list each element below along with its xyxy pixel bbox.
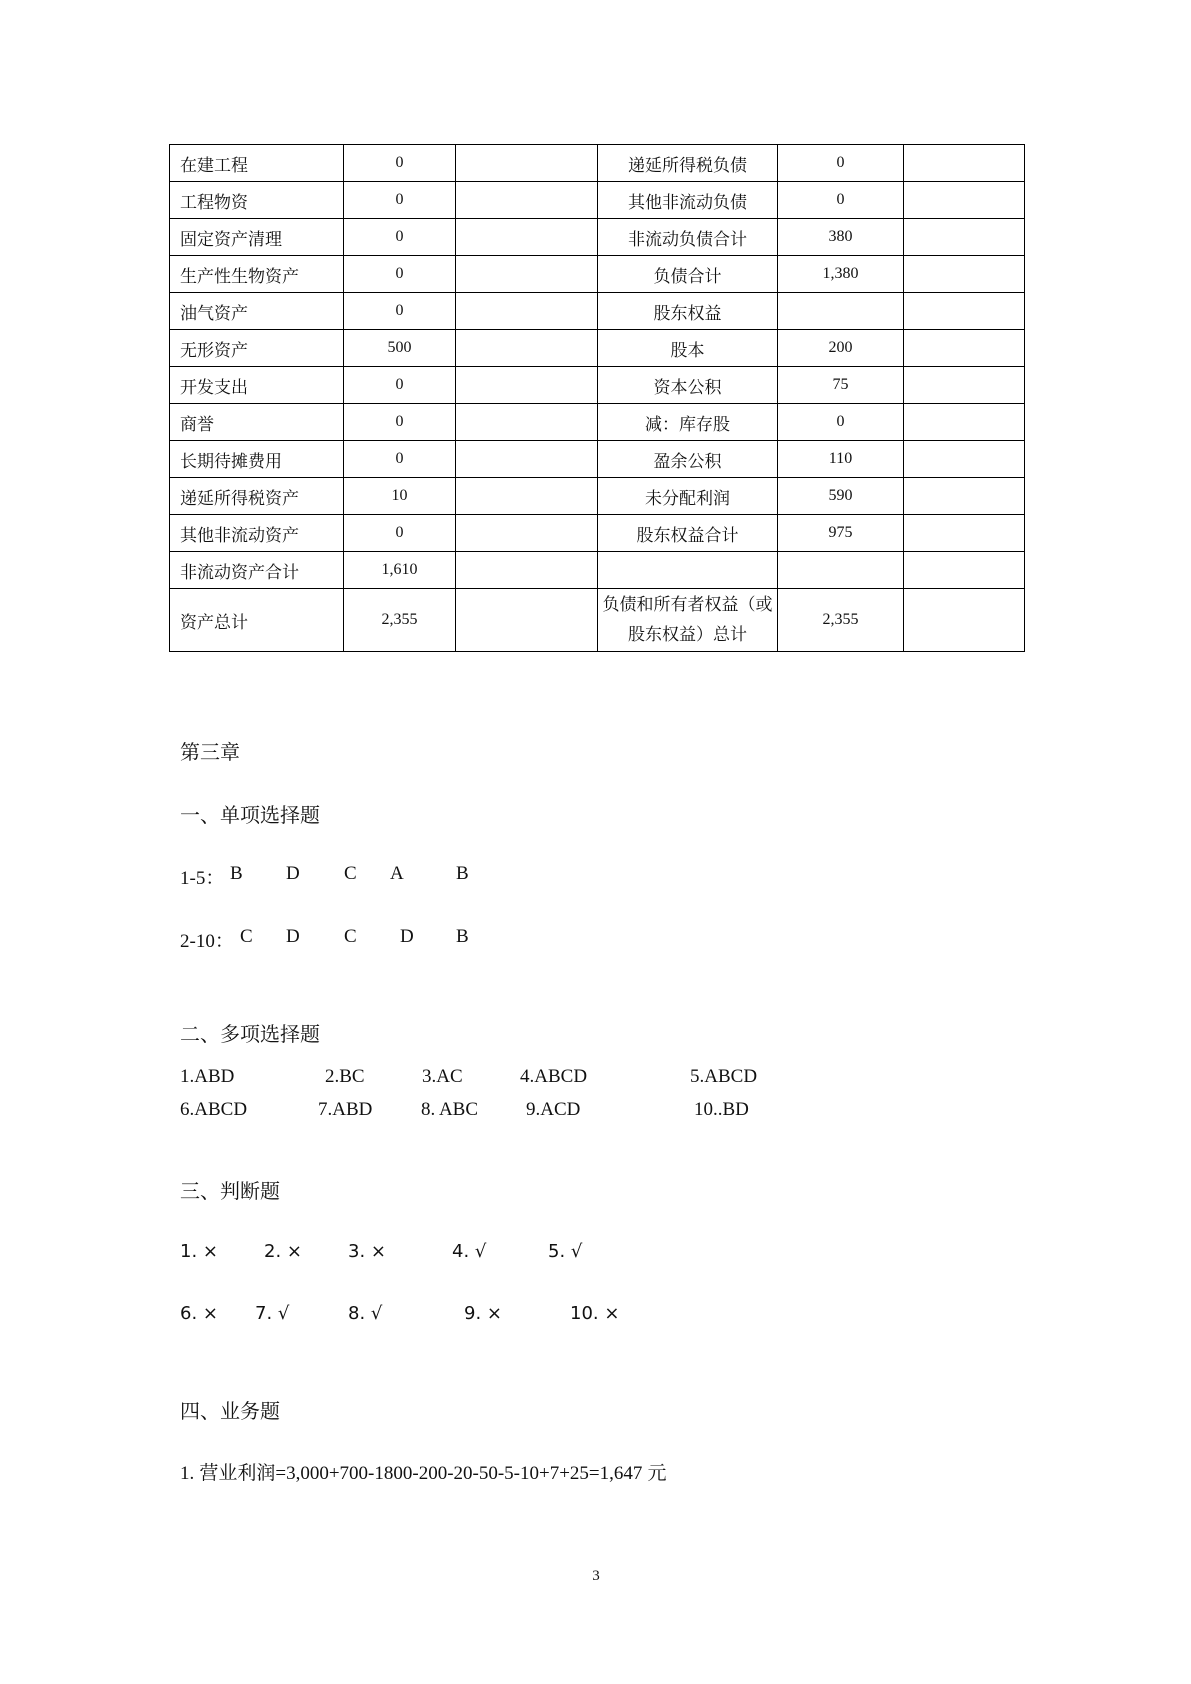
empty-cell (904, 256, 1025, 293)
empty-cell (904, 293, 1025, 330)
answer: 2. × (264, 1241, 302, 1262)
answer: 10..BD (694, 1099, 749, 1120)
liability-label: 未分配利润 (598, 478, 778, 515)
asset-total-label: 资产总计 (170, 589, 344, 652)
liability-label: 负债合计 (598, 256, 778, 293)
asset-value: 0 (344, 145, 456, 182)
answer: 1. × (180, 1241, 218, 1262)
liability-value: 0 (778, 404, 904, 441)
asset-value: 10 (344, 478, 456, 515)
asset-label: 递延所得税资产 (170, 478, 344, 515)
liability-value: 110 (778, 441, 904, 478)
liability-value: 0 (778, 182, 904, 219)
empty-cell (456, 478, 598, 515)
liability-label: 资本公积 (598, 367, 778, 404)
liability-label: 股东权益合计 (598, 515, 778, 552)
asset-total-value: 2,355 (344, 589, 456, 652)
answer: 2.BC (325, 1066, 365, 1087)
asset-label: 工程物资 (170, 182, 344, 219)
answer: 9.ACD (526, 1099, 581, 1120)
answer: D (400, 926, 414, 947)
empty-cell (904, 515, 1025, 552)
table-row-total (170, 589, 1025, 652)
liability-label: 递延所得税负债 (598, 145, 778, 182)
empty-cell (456, 367, 598, 404)
item-unit: 元 (647, 1462, 667, 1484)
business-heading: 四、业务题 (180, 1399, 280, 1423)
asset-value: 1,610 (344, 552, 456, 589)
answer: D (286, 863, 300, 884)
asset-value: 0 (344, 404, 456, 441)
answer-range-prefix: 1-5： (180, 868, 225, 889)
table-row (170, 293, 1025, 330)
liability-value: 1,380 (778, 256, 904, 293)
answer: 3.AC (422, 1066, 463, 1087)
answer: 5.ABCD (690, 1066, 758, 1087)
liability-value: 975 (778, 515, 904, 552)
asset-value: 0 (344, 182, 456, 219)
answer: 7. √ (255, 1303, 290, 1324)
liability-value (778, 552, 904, 589)
balance-sheet-table (169, 144, 1025, 652)
liability-label: 非流动负债合计 (598, 219, 778, 256)
table-row (170, 515, 1025, 552)
answer: C (344, 863, 357, 884)
asset-value: 0 (344, 515, 456, 552)
liability-value: 590 (778, 478, 904, 515)
answer: B (456, 926, 469, 947)
liability-total-label: 负债和所有者权益（或股东权益）总计 (598, 589, 778, 652)
empty-cell (904, 367, 1025, 404)
asset-value: 0 (344, 441, 456, 478)
empty-cell (904, 145, 1025, 182)
table-row (170, 182, 1025, 219)
item-formula: =3,000+700-1800-200-20-50-5-10+7+25=1,647 (275, 1463, 643, 1484)
answer: 1.ABD (180, 1066, 235, 1087)
asset-label: 长期待摊费用 (170, 441, 344, 478)
table-row (170, 478, 1025, 515)
asset-value: 500 (344, 330, 456, 367)
empty-cell (456, 441, 598, 478)
empty-cell (904, 589, 1025, 652)
chapter-title: 第三章 (180, 740, 240, 764)
answer: C (344, 926, 357, 947)
answer: 8. ABC (421, 1099, 479, 1120)
asset-label: 无形资产 (170, 330, 344, 367)
asset-label: 商誉 (170, 404, 344, 441)
empty-cell (456, 256, 598, 293)
liability-label: 股本 (598, 330, 778, 367)
table-row (170, 256, 1025, 293)
answer: 8. √ (348, 1303, 383, 1324)
answer: 10. × (570, 1303, 620, 1324)
single-choice-heading: 一、单项选择题 (180, 803, 320, 827)
item-label: 营业利润 (199, 1462, 276, 1484)
empty-cell (456, 589, 598, 652)
true-false-heading: 三、判断题 (180, 1179, 280, 1203)
answer-range-prefix: 2-10： (180, 931, 234, 952)
liability-value: 380 (778, 219, 904, 256)
answer: 4.ABCD (520, 1066, 588, 1087)
answer: 6. × (180, 1303, 218, 1324)
answer: 9. × (464, 1303, 502, 1324)
asset-value: 0 (344, 367, 456, 404)
item-number: 1. (180, 1463, 195, 1484)
answer: A (390, 863, 404, 884)
table-row (170, 441, 1025, 478)
answer: 6.ABCD (180, 1099, 248, 1120)
answer: B (230, 863, 243, 884)
table-row (170, 145, 1025, 182)
empty-cell (456, 145, 598, 182)
empty-cell (456, 330, 598, 367)
liability-label (598, 552, 778, 589)
empty-cell (456, 219, 598, 256)
answer: C (240, 926, 253, 947)
liability-label: 股东权益 (598, 293, 778, 330)
table-row (170, 404, 1025, 441)
empty-cell (456, 293, 598, 330)
empty-cell (904, 182, 1025, 219)
asset-label: 其他非流动资产 (170, 515, 344, 552)
empty-cell (904, 404, 1025, 441)
liability-label: 盈余公积 (598, 441, 778, 478)
empty-cell (456, 552, 598, 589)
empty-cell (904, 219, 1025, 256)
table-row (170, 330, 1025, 367)
empty-cell (904, 478, 1025, 515)
empty-cell (456, 182, 598, 219)
asset-label: 开发支出 (170, 367, 344, 404)
answer: 7.ABD (318, 1099, 373, 1120)
asset-label: 油气资产 (170, 293, 344, 330)
empty-cell (904, 330, 1025, 367)
asset-label: 生产性生物资产 (170, 256, 344, 293)
table-row (170, 552, 1025, 589)
empty-cell (904, 552, 1025, 589)
answer: 4. √ (452, 1241, 487, 1262)
empty-cell (904, 441, 1025, 478)
asset-label: 固定资产清理 (170, 219, 344, 256)
business-item (180, 1458, 667, 1485)
answer: 5. √ (548, 1241, 583, 1262)
empty-cell (456, 404, 598, 441)
liability-label: 其他非流动负债 (598, 182, 778, 219)
liability-value: 200 (778, 330, 904, 367)
asset-label: 非流动资产合计 (170, 552, 344, 589)
answer: B (456, 863, 469, 884)
asset-value: 0 (344, 293, 456, 330)
page-number: 3 (592, 1568, 600, 1584)
liability-total-value: 2,355 (778, 589, 904, 652)
liability-label: 减：库存股 (598, 404, 778, 441)
table-row (170, 367, 1025, 404)
table-row (170, 219, 1025, 256)
multiple-choice-heading: 二、多项选择题 (180, 1022, 320, 1046)
liability-value: 75 (778, 367, 904, 404)
liability-value (778, 293, 904, 330)
answer: D (286, 926, 300, 947)
answer: 3. × (348, 1241, 386, 1262)
asset-value: 0 (344, 256, 456, 293)
asset-label: 在建工程 (170, 145, 344, 182)
asset-value: 0 (344, 219, 456, 256)
empty-cell (456, 515, 598, 552)
liability-value: 0 (778, 145, 904, 182)
